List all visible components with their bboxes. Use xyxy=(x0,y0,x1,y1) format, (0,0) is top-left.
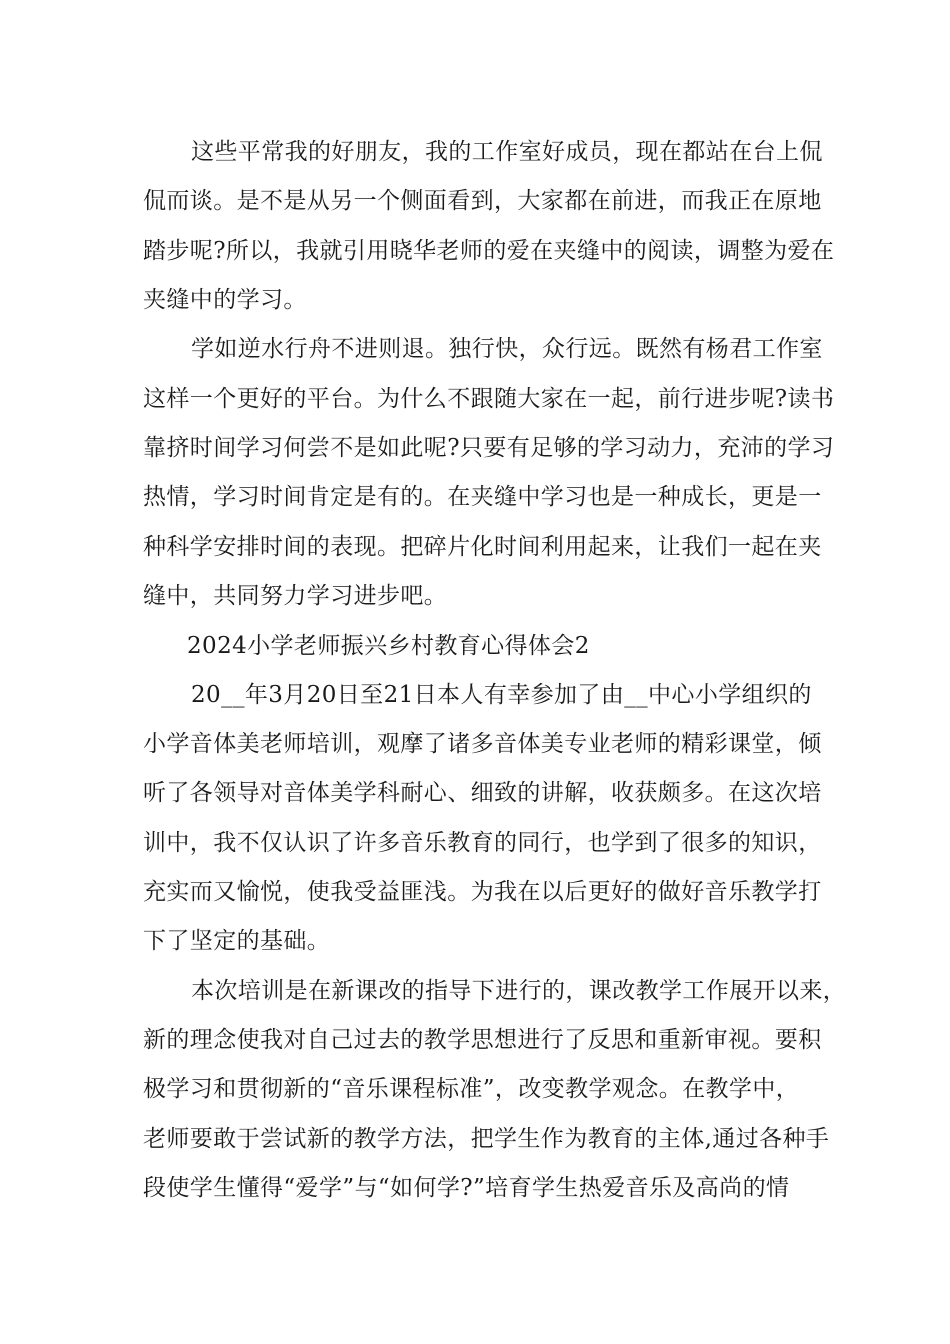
paragraph-4-line-2: 新的理念使我对自己过去的教学思想进行了反思和重新审视。要积 xyxy=(143,1027,822,1053)
paragraph-3-line-1: 20__年3月20日至21日本人有幸参加了由__中心小学组织的 xyxy=(191,682,812,708)
paragraph-4-line-1: 本次培训是在新课改的指导下进行的，课改教学工作展开以来， xyxy=(191,978,847,1004)
paragraph-1-line-1: 这些平常我的好朋友，我的工作室好成员，现在都站在台上侃 xyxy=(191,139,823,165)
paragraph-3-line-3: 听了各领导对音体美学科耐心、细致的讲解，收获颇多。在这次培 xyxy=(143,780,822,806)
paragraph-2-line-6: 缝中，共同努力学习进步吧。 xyxy=(143,583,448,609)
paragraph-2-line-4: 热情，学习时间肯定是有的。在夹缝中学习也是一种成长，更是一 xyxy=(143,484,822,510)
paragraph-2-line-2: 这样一个更好的平台。为什么不跟随大家在一起，前行进步呢?读书 xyxy=(143,386,835,412)
paragraph-3-line-6: 下了坚定的基础。 xyxy=(143,928,331,954)
paragraph-2-line-3: 靠挤时间学习何尝不是如此呢?只要有足够的学习动力，充沛的学习 xyxy=(143,435,835,461)
paragraph-4-line-4: 老师要敢于尝试新的教学方法，把学生作为教育的主体,通过各种手 xyxy=(143,1126,830,1152)
paragraph-2-line-1: 学如逆水行舟不进则退。独行快，众行远。既然有杨君工作室 xyxy=(191,336,823,362)
paragraph-2-line-5: 种科学安排时间的表现。把碎片化时间利用起来，让我们一起在夹 xyxy=(143,534,822,560)
paragraph-3-line-4: 训中，我不仅认识了许多音乐教育的同行，也学到了很多的知识， xyxy=(143,830,822,856)
section-heading: 2024小学老师振兴乡村教育心得体会2 xyxy=(187,633,590,659)
paragraph-4-line-3: 极学习和贯彻新的“音乐课程标准”，改变教学观念。在教学中， xyxy=(143,1076,800,1102)
paragraph-1-line-2: 侃而谈。是不是从另一个侧面看到，大家都在前进，而我正在原地 xyxy=(143,188,822,214)
paragraph-3-line-5: 充实而又愉悦，使我受益匪浅。为我在以后更好的做好音乐教学打 xyxy=(143,879,822,905)
paragraph-1-line-3: 踏步呢?所以，我就引用晓华老师的爱在夹缝中的阅读，调整为爱在 xyxy=(143,238,835,264)
paragraph-4-line-5: 段使学生懂得“爱学”与“如何学?”培育学生热爱音乐及高尚的情 xyxy=(143,1175,790,1201)
paragraph-3-line-2: 小学音体美老师培训，观摩了诸多音体美专业老师的精彩课堂，倾 xyxy=(143,731,822,757)
paragraph-1-line-4: 夹缝中的学习。 xyxy=(143,287,307,313)
